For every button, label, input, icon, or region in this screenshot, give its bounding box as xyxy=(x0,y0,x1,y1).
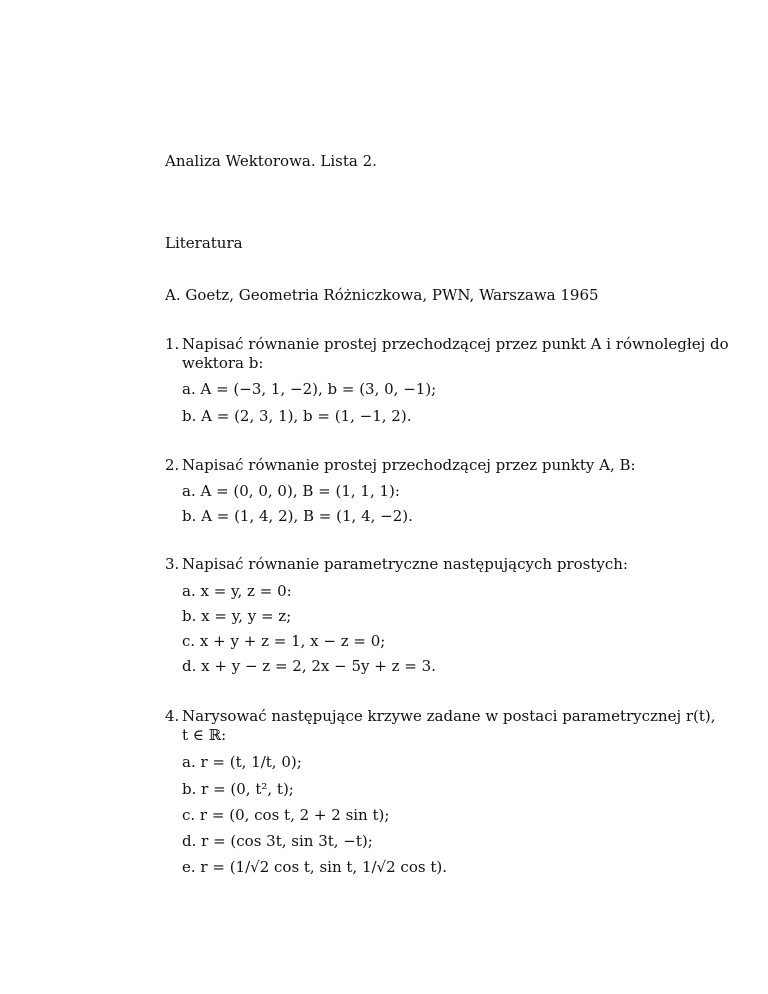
problem-4-text-line-2: t ∈ ℝ: xyxy=(182,726,227,744)
problem-4-number: 4. xyxy=(165,707,180,725)
problem-2-text-line-1: Napisać równanie prostej przechodzącej przez punkty A, B: xyxy=(182,456,636,474)
problem-2-number: 2. xyxy=(165,456,180,474)
problem-2-item-b: b. A = (1, 4, 2), B = (1, 4, −2). xyxy=(182,507,413,525)
problem-3-item-b: b. x = y, y = z; xyxy=(182,607,292,625)
problem-1-text-line-2: wektora b: xyxy=(182,354,264,372)
problem-2-item-a: a. A = (0, 0, 0), B = (1, 1, 1): xyxy=(182,482,400,500)
literature-heading: Literatura xyxy=(165,234,243,252)
problem-3-item-d: d. x + y − z = 2, 2x − 5y + z = 3. xyxy=(182,657,436,675)
problem-3-number: 3. xyxy=(165,555,180,573)
literature-item: A. Goetz, Geometria Różniczkowa, PWN, Warszawa 1965 xyxy=(165,286,599,304)
document-title: Analiza Wektorowa. Lista 2. xyxy=(165,152,377,170)
problem-1-item-b: b. A = (2, 3, 1), b = (1, −1, 2). xyxy=(182,407,412,425)
problem-4-text-line-1: Narysować następujące krzywe zadane w postaci parametrycznej r(t), xyxy=(182,707,716,725)
problem-3-item-c: c. x + y + z = 1, x − z = 0; xyxy=(182,632,386,650)
problem-3-text-line-1: Napisać równanie parametryczne następujących prostych: xyxy=(182,555,628,573)
problem-4-item-e: e. r = (1/√2 cos t, sin t, 1/√2 cos t). xyxy=(182,858,447,876)
problem-4-item-b: b. r = (0, t², t); xyxy=(182,780,294,798)
problem-1-number: 1. xyxy=(165,335,180,353)
problem-1-text-line-1: Napisać równanie prostej przechodzącej przez punkt A i równoległej do xyxy=(182,335,729,353)
problem-4-item-c: c. r = (0, cos t, 2 + 2 sin t); xyxy=(182,806,390,824)
problem-1-item-a: a. A = (−3, 1, −2), b = (3, 0, −1); xyxy=(182,380,437,398)
problem-4-item-a: a. r = (t, 1/t, 0); xyxy=(182,753,302,771)
problem-4-item-d: d. r = (cos 3t, sin 3t, −t); xyxy=(182,832,373,850)
problem-3-item-a: a. x = y, z = 0: xyxy=(182,582,292,600)
